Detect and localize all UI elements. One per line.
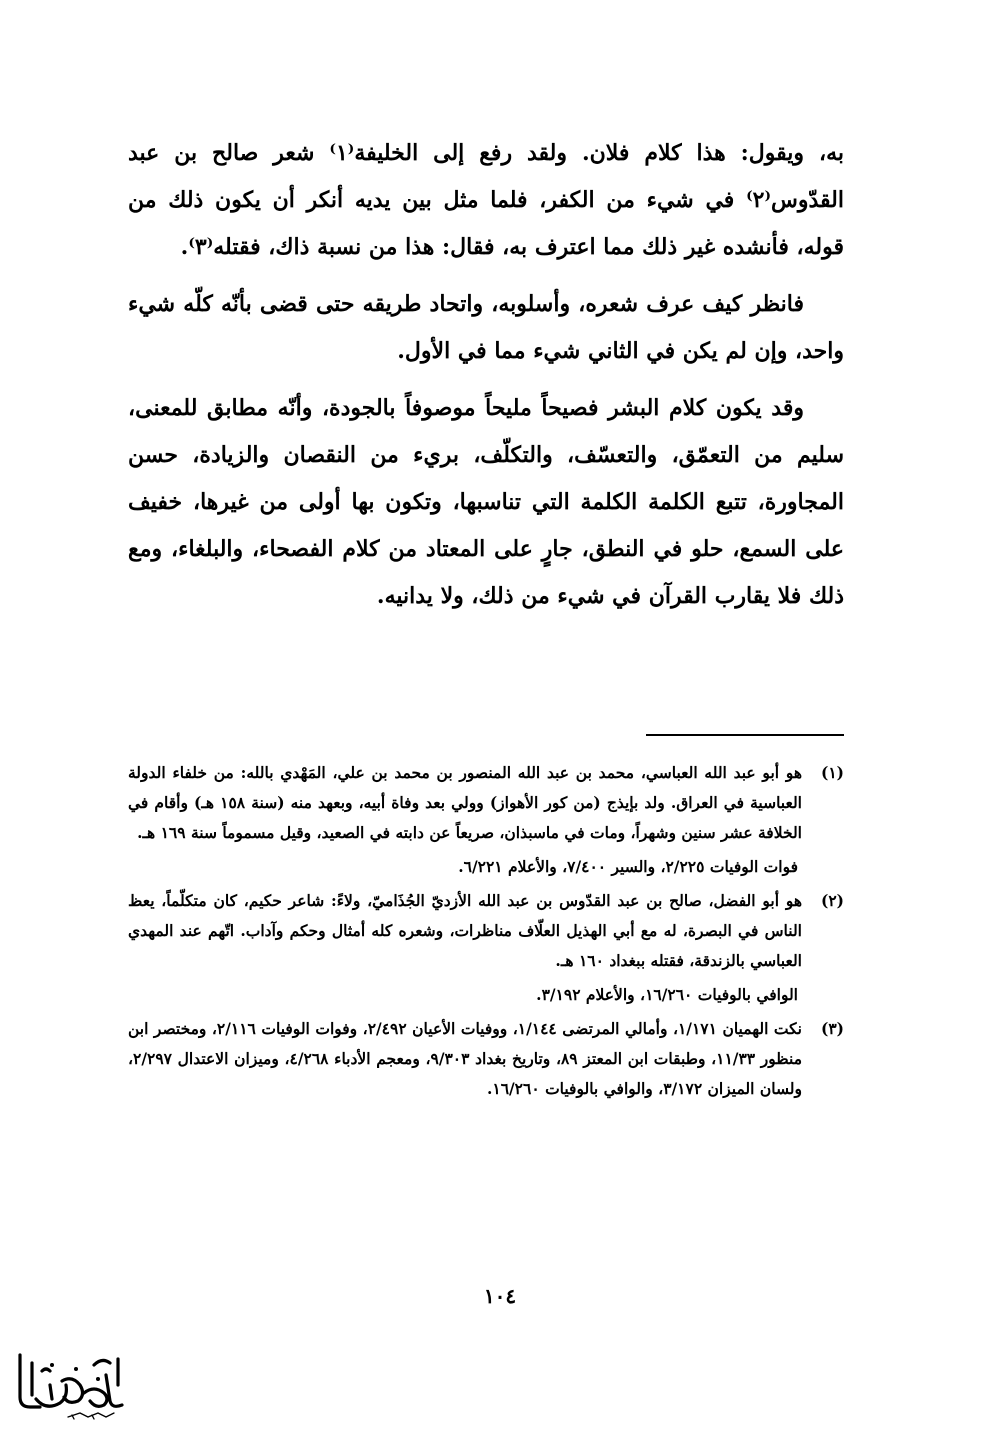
calligraphy-stamp-icon bbox=[6, 1345, 134, 1423]
main-text bbox=[128, 130, 844, 620]
footnote-sources: فوات الوفيات ٢/٢٢٥، والسير ٧/٤٠٠، والأعلام ٦/٢٢١. bbox=[458, 857, 798, 876]
paragraph-2: فانظر كيف عرف شعره، وأسلوبه، واتحاد طريقه حتى قضى بأنّه كلّه شيء واحد، وإن لم يكن في الثاني شيء مما في الأول. bbox=[128, 291, 844, 364]
footnote-text: نكت الهميان ١/١٧١، وأمالي المرتضى ١/١٤٤، ووفيات الأعيان ٢/٤٩٢، وفوات الوفيات ٢/١١٦، ومختصر ابن منظور ١١/٣٣، وطبقات ابن المعتز ٨٩، وتاريخ بغداد ٩/٣٠٣، ومعجم الأدباء ٤/٢٦٨، وميزان الاعتدال ٢/٢٩٧، ولسان الميزان ٣/١٧٢، والوافي بالوفيات ١٦/٢٦٠. bbox=[128, 1019, 802, 1098]
footnote-2 bbox=[128, 886, 844, 1010]
footnote-sources: الوافي بالوفيات ١٦/٢٦٠، والأعلام ٣/١٩٢. bbox=[536, 985, 798, 1004]
footnotes bbox=[128, 758, 844, 1104]
footnote-text: هو أبو عبد الله العباسي، محمد بن عبد الله المنصور بن محمد بن علي، المَهْدي بالله: من خلفاء الدولة العباسية في العراق. ولد بإيذج (من كور الأهواز) وولي بعد وفاة أبيه، وبعهد منه (سنة ١٥٨ هـ) وأقام في الخلافة عشر سنين وشهراً، ومات في ماسبذان، صريعاً عن دابته في الصعيد، وقيل مسموماً سنة ١٦٩ هـ. bbox=[128, 763, 803, 842]
footnote-number: (٢) bbox=[820, 891, 844, 910]
paragraph-3: وقد يكون كلام البشر فصيحاً مليحاً موصوفاً بالجودة، وأنّه مطابق للمعنى، سليم من التعمّق، والتعسّف، والتكلّف، بريء من النقصان والزيادة، حسن المجاورة، تتبع الكلمة الكلمة التي تناسبها، وتكون بها أولى من غيرها، خفيف على السمع، حلو في النطق، جارٍ على المعتاد من كلام الفصحاء، والبلغاء، ومع ذلك فلا يقارب القرآن في شيء من ذلك، ولا يدانيه. bbox=[128, 395, 844, 609]
footnote-3 bbox=[128, 1014, 844, 1104]
footnote-text: هو أبو الفضل، صالح بن عبد القدّوس بن عبد الله الأزديّ الجُذَاميّ، ولاءً: شاعر حكيم، كان متكلّماً، يعظ الناس في البصرة، له مع أبي الهذيل العلّاف مناظرات، وشعره كله أمثال وحكم وآداب. اتّهم عند المهدي العباسي بالزندقة، فقتله ببغداد ١٦٠ هـ. bbox=[128, 891, 802, 970]
paragraph-1: به، ويقول: هذا كلام فلان. ولقد رفع إلى الخليفة⁽١⁾ شعر صالح بن عبد القدّوس⁽٢⁾ في شيء من الكفر، فلما مثل بين يديه أنكر أن يكون ذلك من قوله، فأنشده غير ذلك مما اعترف به، فقال: هذا من نسبة ذاك، فقتله⁽٣⁾. bbox=[128, 140, 844, 260]
footnote-number: (٣) bbox=[820, 1019, 844, 1038]
footnote-1 bbox=[128, 758, 844, 882]
page-number: ١٠٤ bbox=[483, 1284, 517, 1308]
footnote-separator bbox=[646, 734, 844, 736]
footnote-number: (١) bbox=[820, 763, 844, 782]
